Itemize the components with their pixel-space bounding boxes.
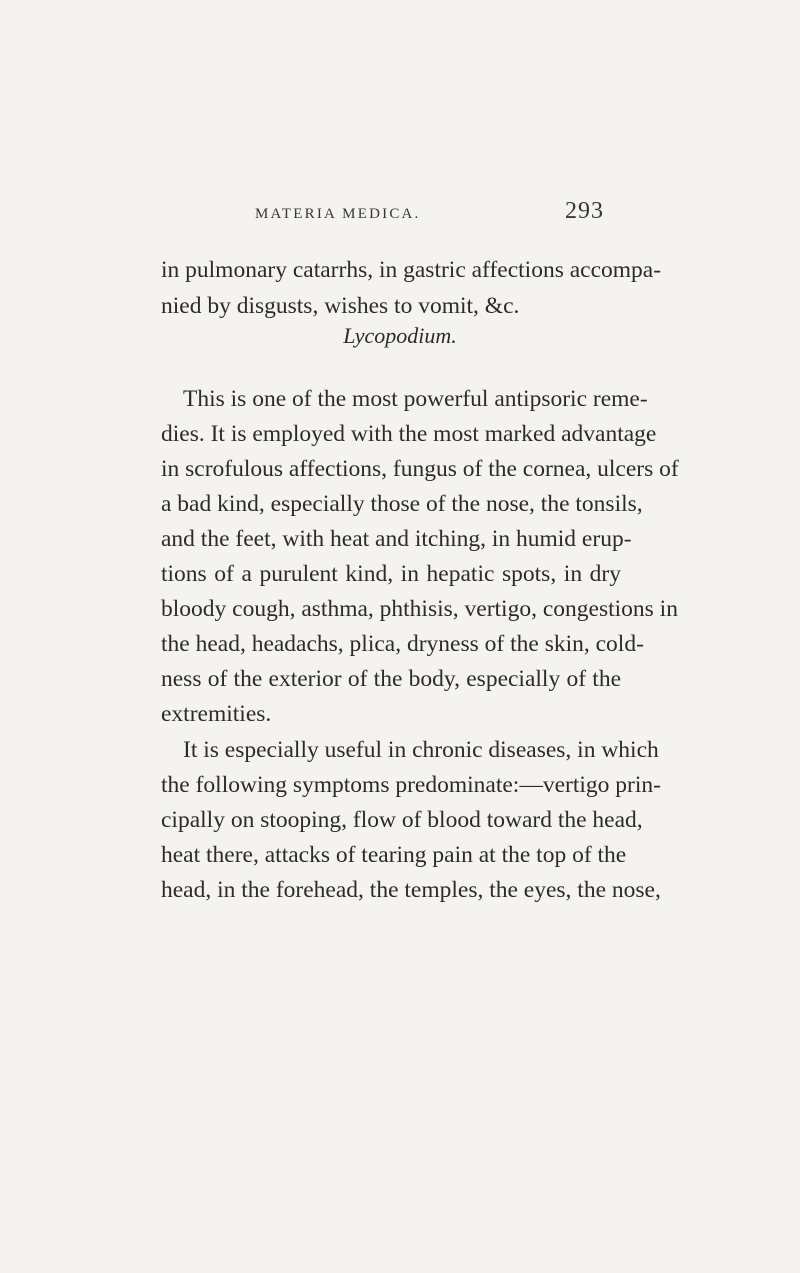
text-line: the head, headachs, plica, dryness of the skin, cold- bbox=[161, 631, 644, 657]
text-line: nied by disgusts, wishes to vomit, &c. bbox=[161, 293, 520, 319]
text-line: This is one of the most powerful antipsoric reme- bbox=[183, 386, 648, 412]
text-line: a bad kind, especially those of the nose, the tonsils, bbox=[161, 491, 643, 517]
section-heading: Lycopodium. bbox=[343, 323, 457, 348]
running-head bbox=[0, 198, 800, 234]
page-number: 293 bbox=[565, 198, 604, 224]
text-line: in scrofulous affections, fungus of the cornea, ulcers of bbox=[161, 456, 679, 482]
text-line: It is especially useful in chronic diseases, in which bbox=[183, 737, 659, 763]
text-line: extremities. bbox=[161, 701, 272, 727]
text-line: ness of the exterior of the body, especially of the bbox=[161, 666, 621, 692]
running-title: MATERIA MEDICA. bbox=[255, 206, 421, 222]
text-line: the following symptoms predominate:—vertigo prin- bbox=[161, 772, 661, 798]
text-line: head, in the forehead, the temples, the eyes, the nose, bbox=[161, 877, 661, 903]
text-line: bloody cough, asthma, phthisis, vertigo, congestions in bbox=[161, 596, 678, 622]
text-line: heat there, attacks of tearing pain at the top of the bbox=[161, 842, 627, 868]
text-line: tions of a purulent kind, in hepatic spots, in dry bbox=[161, 561, 621, 587]
text-line: cipally on stooping, flow of blood toward the head, bbox=[161, 807, 643, 833]
text-line: dies. It is employed with the most marked advantage bbox=[161, 421, 657, 447]
text-line: and the feet, with heat and itching, in humid erup- bbox=[161, 526, 632, 552]
text-line: in pulmonary catarrhs, in gastric affections accompa- bbox=[161, 257, 662, 283]
